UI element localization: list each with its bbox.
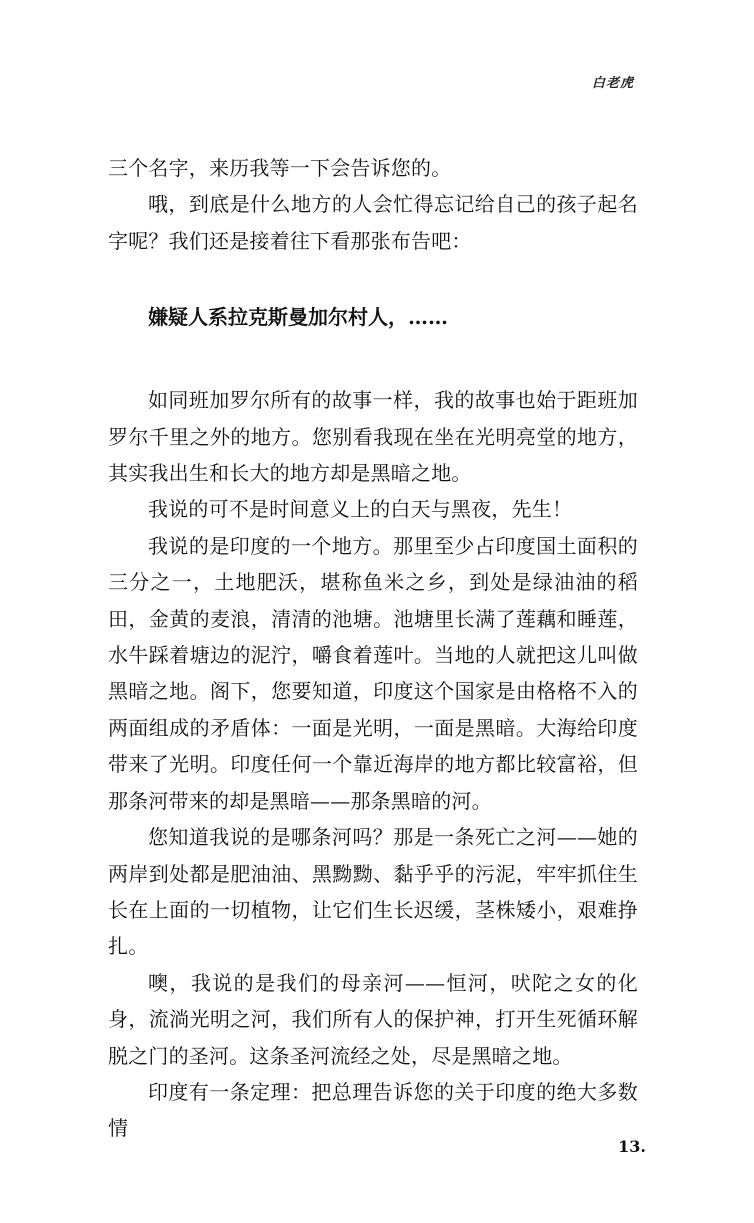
paragraph: 噢，我说的是我们的母亲河——恒河，吠陀之女的化身，流淌光明之河，我们所有人的保护神，打开生死循环解脱之门的圣河。这条圣河流经之处，尽是黑暗之地。 — [108, 970, 638, 1068]
body-text — [108, 150, 638, 1147]
spacer — [108, 335, 638, 382]
paragraph: 哦，到底是什么地方的人会忙得忘记给自己的孩子起名字呢？我们还是接着往下看那张布告吧： — [108, 192, 638, 253]
paragraph: 我说的可不是时间意义上的白天与黑夜，先生！ — [148, 497, 573, 522]
paragraph: 您知道我说的是哪条河吗？那是一条死亡之河——她的两岸到处都是肥油油、黑黝黝、黏乎乎的污泥，牢牢抓住生长在上面的一切植物，让它们生长迟缓，茎株矮小，艰难挣扎。 — [108, 825, 638, 959]
spacer — [108, 259, 638, 299]
running-title: 白老虎 — [591, 76, 634, 91]
paragraph: 如同班加罗尔所有的故事一样，我的故事也始于距班加罗尔千里之外的地方。您别看我现在坐在光明亮堂的地方，其实我出生和长大的地方却是黑暗之地。 — [108, 388, 638, 486]
page-number: 13. — [618, 1137, 646, 1156]
notice-quote: 嫌疑人系拉克斯曼加尔村人，…… — [148, 305, 448, 330]
paragraph: 三个名字，来历我等一下会告诉您的。 — [108, 156, 452, 180]
paragraph: 印度有一条定理：把总理告诉您的关于印度的绝大多数情 — [108, 1079, 638, 1141]
paragraph: 我说的是印度的一个地方。那里至少占印度国土面积的三分之一，土地肥沃，堪称鱼米之乡，到处是绿油油的稻田，金黄的麦浪，清清的池塘。池塘里长满了莲藕和睡莲，水牛踩着塘边的泥泞，嚼食着莲叶。当地的人就把这儿叫做黑暗之地。阁下，您要知道，印度这个国家是由格格不入的两面组成的矛盾体：一面是光明，一面是黑暗。大海给印度带来了光明。印度任何一个靠近海岸的地方都比较富裕，但那条河带来的却是黑暗——那条黑暗的河。 — [108, 533, 638, 813]
